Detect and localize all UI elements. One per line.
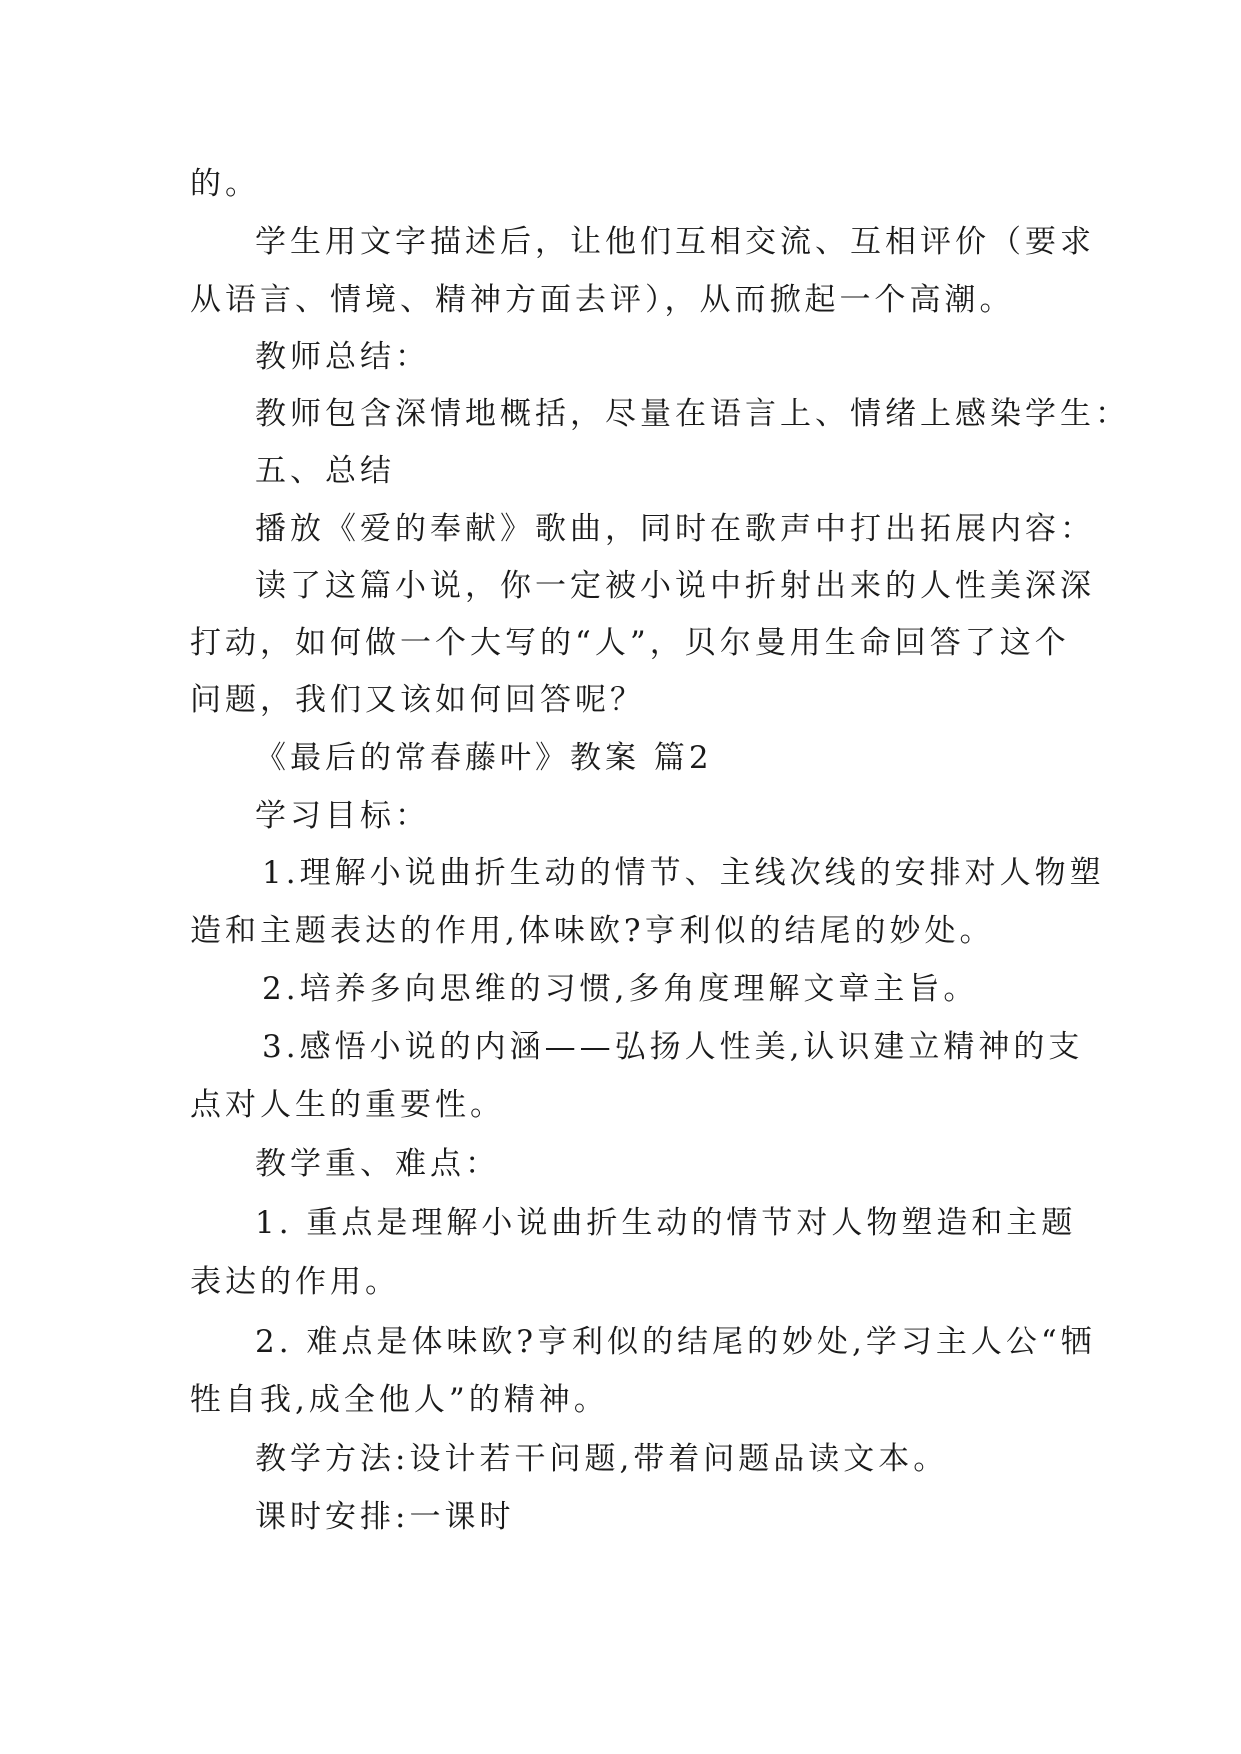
- text-line: 课时安排:一课时: [255, 1499, 515, 1535]
- text-line: 点对人生的重要性。: [190, 1087, 505, 1123]
- text-line: 学生用文字描述后，让他们互相交流、互相评价（要求: [255, 224, 1095, 260]
- text-line: 教学重、难点：: [255, 1146, 500, 1182]
- section-heading: 五、总结: [255, 453, 395, 489]
- list-item: 3.感悟小说的内涵——弘扬人性美,认识建立精神的支: [262, 1029, 1084, 1065]
- text-line: 打动，如何做一个大写的“人”，贝尔曼用生命回答了这个: [190, 625, 1070, 661]
- list-item: 2.培养多向思维的习惯,多角度理解文章主旨。: [262, 971, 979, 1007]
- text-line: 问题，我们又该如何回答呢？: [190, 682, 645, 718]
- text-line: 的。: [190, 166, 260, 202]
- text-line: 表达的作用。: [190, 1264, 400, 1300]
- text-line: 造和主题表达的作用,体味欧?亨利似的结尾的妙处。: [190, 913, 995, 949]
- text-line: 牲自我,成全他人”的精神。: [190, 1382, 609, 1418]
- text-line: 读了这篇小说，你一定被小说中折射出来的人性美深深: [255, 568, 1095, 604]
- list-item: 1. 重点是理解小说曲折生动的情节对人物塑造和主题: [255, 1205, 1077, 1241]
- list-item: 1.理解小说曲折生动的情节、主线次线的安排对人物塑: [262, 855, 1105, 891]
- text-line: 教师包含深情地概括，尽量在语言上、情绪上感染学生：: [255, 396, 1130, 432]
- text-line: 教学方法:设计若干问题,带着问题品读文本。: [255, 1441, 949, 1477]
- lesson-title: 《最后的常春藤叶》教案 篇2: [255, 740, 713, 776]
- list-item: 2. 难点是体味欧?亨利似的结尾的妙处,学习主人公“牺: [255, 1324, 1096, 1360]
- text-line: 从语言、情境、精神方面去评），从而掀起一个高潮。: [190, 282, 1015, 318]
- text-line: 教师总结：: [255, 339, 430, 375]
- text-line: 学习目标：: [255, 798, 430, 834]
- text-line: 播放《爱的奉献》歌曲，同时在歌声中打出拓展内容：: [255, 511, 1095, 547]
